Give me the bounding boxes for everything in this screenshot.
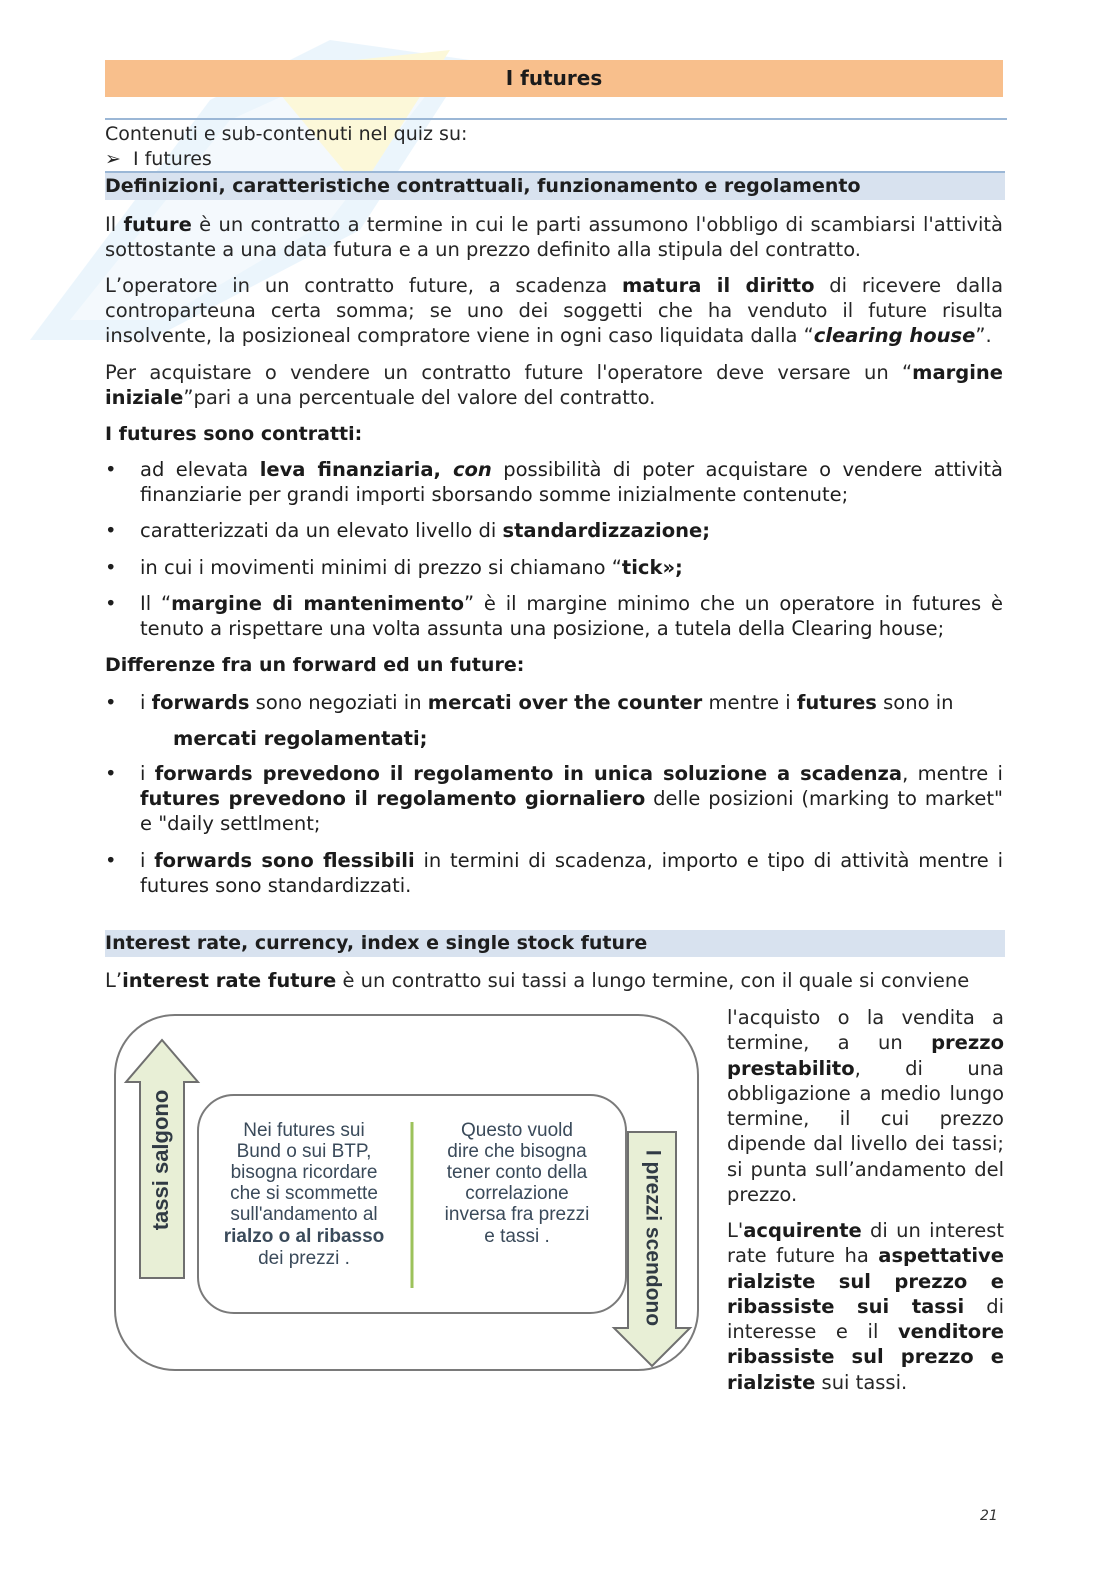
left-box-line-bold: rialzo o al ribasso <box>223 1226 385 1247</box>
paragraph-margine-iniziale: Per acquistare o vendere un contratto future l'operatore deve versare un “margine iniziale”pari a una percentuale del valore del contratto. <box>105 361 1003 409</box>
side-paragraph-acquirente: L'acquirente di un interest rate future ha aspettative rialziste sul prezzo e ribassiste sui tassi di interesse e il venditore ribassiste sul prezzo e rialziste sui tassi. <box>727 1219 1004 1394</box>
right-box-line: tener conto della <box>446 1162 588 1183</box>
right-box-line: correlazione <box>465 1183 569 1204</box>
intro-line: Contenuti e sub-contenuti nel quiz su: <box>105 123 468 145</box>
paragraph-operatore: L’operatore in un contratto future, a scadenza matura il diritto di ricevere dalla controparteuna certa somma; se uno dei soggetti che ha venduto il future risulta insolvente, la posizioneal compratore viene in ogni caso liquidata dalla “clearing house”. <box>105 274 1004 347</box>
list-item: • i forwards prevedono il regolamento in unica soluzione a scadenza, mentre i futures prevedono il regolamento giornaliero delle posizioni (marking to market" e "daily settlment; <box>105 762 1004 835</box>
arrow-bullet-icon: ➢ <box>105 148 121 170</box>
right-arrow-label: I prezzi scendono <box>641 1149 665 1327</box>
right-box-line: Questo vuold <box>461 1120 573 1141</box>
left-box-line: Nei futures sui <box>243 1120 365 1141</box>
right-box-line: inversa fra prezzi <box>444 1204 590 1225</box>
divider <box>105 118 1007 120</box>
left-box-line: che si scommette <box>230 1183 378 1204</box>
intro-bullet <box>105 147 212 172</box>
paragraph-future-definition: Il future è un contratto a termine in cui le parti assumono l'obbligo di scambiarsi l'attività sottostante a una data futura e a un prezzo definito alla stipula del contratto. <box>105 213 1004 261</box>
paragraph-interest-rate-lead: L’interest rate future è un contratto sui tassi a lungo termine, con il quale si conviene <box>105 969 970 992</box>
left-box-line: bisogna ricordare <box>230 1162 378 1183</box>
side-paragraph-acquisto: l'acquisto o la vendita a termine, a un prezzo prestabilito, di una obbligazione a medio lungo termine, il cui prezzo dipende dal livello dei tassi; si punta sull’andamento del prezzo. <box>727 1006 1004 1207</box>
list-item: • i forwards sono flessibili in termini di scadenza, importo e tipo di attività mentre i futures sono standardizzati. <box>105 849 1003 897</box>
interest-rate-diagram <box>110 1010 705 1380</box>
left-box-line: dei prezzi . <box>258 1248 350 1269</box>
page-number: 21 <box>980 1508 998 1524</box>
list-heading-differenze: Differenze fra un forward ed un future: <box>105 654 525 676</box>
list-item-continuation: mercati regolamentati; <box>173 727 428 750</box>
section-heading-interest-rate: Interest rate, currency, index e single stock future <box>105 930 1005 957</box>
list-item: • in cui i movimenti minimi di prezzo si chiamano “tick»; <box>105 556 683 579</box>
list-item: • caratterizzati da un elevato livello di standardizzazione; <box>105 519 711 542</box>
left-arrow-label: tassi salgono <box>147 1089 173 1231</box>
section-heading-definitions: Definizioni, caratteristiche contrattuali, funzionamento e regolamento <box>105 171 1005 200</box>
list-item: • ad elevata leva finanziaria, con possibilità di poter acquistare o vendere attività finanziarie per grandi importi sborsando somme inizialmente contenute; <box>105 458 1003 506</box>
left-box-line: Bund o sui BTP, <box>236 1141 372 1162</box>
right-box-line: e tassi . <box>484 1226 550 1247</box>
left-box-line: sull'andamento al <box>230 1204 378 1225</box>
page-title: I futures <box>105 60 1003 97</box>
right-box-line: dire che bisogna <box>447 1141 587 1162</box>
list-heading-contratti: I futures sono contratti: <box>105 423 363 445</box>
intro-topic: I futures <box>132 148 212 170</box>
list-item: • Il “margine di mantenimento” è il margine minimo che un operatore in futures è tenuto a rispettare una volta assunta una posizione, a tutela della Clearing house; <box>105 592 1003 640</box>
list-item: • i forwards sono negoziati in mercati over the counter mentre i futures sono in <box>105 691 954 714</box>
